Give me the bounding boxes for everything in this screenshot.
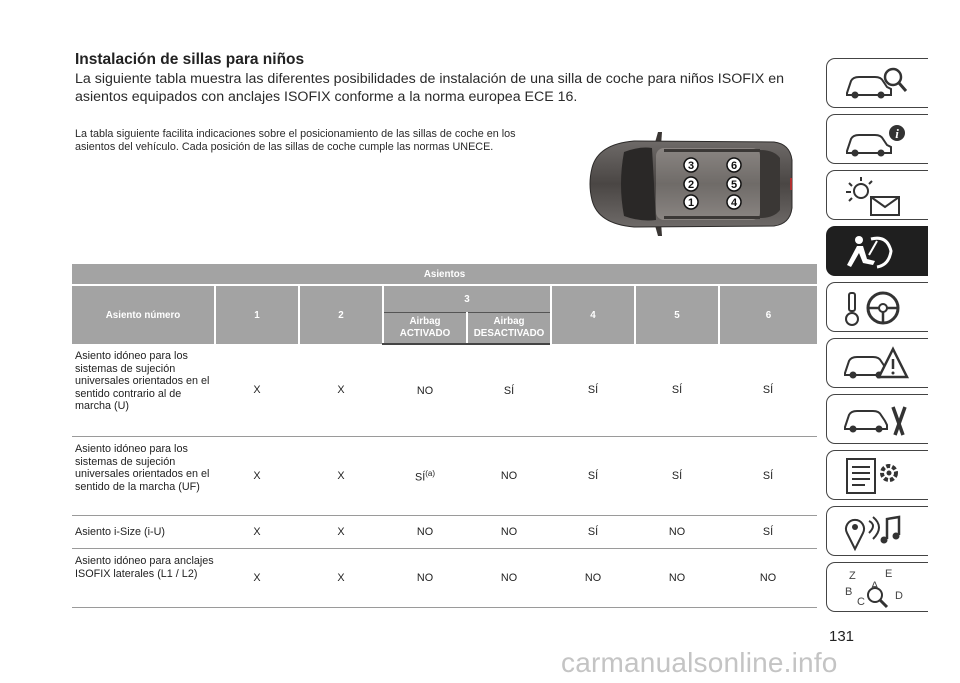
seat-5-header: 5 — [635, 285, 719, 344]
table-cell: NO — [467, 437, 551, 516]
table-cell: X — [215, 344, 299, 437]
svg-text:A: A — [871, 580, 879, 592]
car-warning-icon — [841, 343, 911, 385]
tab-car-search[interactable] — [826, 58, 928, 108]
table-cell: X — [299, 437, 383, 516]
tab-lights-message[interactable] — [826, 170, 928, 220]
seat-1-header: 1 — [215, 285, 299, 344]
tab-car-warning[interactable] — [826, 338, 928, 388]
media-nav-icon — [841, 511, 911, 553]
seat-airbag-icon — [841, 231, 911, 273]
row-description: Asiento i-Size (i-U) — [72, 516, 215, 549]
intro-paragraph: La siguiente tabla muestra las diferentes posibilidades de instalación de una silla de coche para niños ISOFIX en asientos equipados con anclajes ISOFIX conforme a la norma europea ECE 16. — [75, 71, 785, 105]
car-search-icon — [841, 63, 911, 105]
svg-text:6: 6 — [730, 160, 738, 172]
table-cell — [383, 437, 467, 516]
table-row — [72, 437, 817, 516]
table-cell: SÍ — [719, 516, 817, 549]
seat-number-header: Asiento número — [72, 285, 215, 344]
table-cell: SÍ — [719, 437, 817, 516]
tab-seat-airbag[interactable] — [826, 226, 928, 276]
table-cell: X — [215, 516, 299, 549]
key-steering-icon — [841, 287, 911, 329]
car-info-icon — [841, 119, 911, 161]
seat-marker-1 — [684, 195, 698, 209]
table-cell: X — [215, 549, 299, 608]
seat-marker-2 — [684, 177, 698, 191]
svg-text:Z: Z — [849, 570, 856, 582]
svg-text:B: B — [845, 586, 853, 598]
windshield — [621, 148, 656, 221]
svg-text:2: 2 — [687, 179, 695, 191]
tab-car-info[interactable] — [826, 114, 928, 164]
lights-message-icon — [841, 175, 911, 217]
airbag-on-header: Airbag ACTIVADO — [383, 313, 467, 345]
svg-text:E: E — [885, 568, 893, 580]
svg-text:4: 4 — [730, 197, 738, 209]
watermark[interactable]: carmanualsonline.info — [561, 647, 838, 678]
airbag-off-header: Airbag DESACTIVADO — [467, 313, 551, 345]
seat-2-header: 2 — [299, 285, 383, 344]
tab-data-gear[interactable] — [826, 450, 928, 500]
table-cell: NO — [551, 549, 635, 608]
seat-marker-6 — [727, 158, 741, 172]
car-roof — [656, 148, 760, 220]
table-cell: X — [299, 344, 383, 437]
svg-text:3: 3 — [687, 160, 695, 172]
page-number: 131 — [829, 628, 855, 645]
tab-media-nav[interactable] — [826, 506, 928, 556]
group-header: Asientos — [72, 264, 817, 285]
table-cell: NO — [719, 549, 817, 608]
table-cell: SÍ — [635, 344, 719, 437]
table-cell: NO — [467, 549, 551, 608]
table-cell: NO — [467, 516, 551, 549]
table-cell: NO — [635, 516, 719, 549]
data-gear-icon — [841, 455, 911, 497]
isofix-table — [72, 264, 817, 608]
seat-6-header: 6 — [719, 285, 817, 344]
table-row — [72, 516, 817, 549]
table-cell: X — [299, 549, 383, 608]
row-description: Asiento idóneo para anclajes ISOFIX laterales (L1 / L2) — [72, 549, 215, 608]
seat-4-header: 4 — [551, 285, 635, 344]
alphabet-index-icon — [841, 567, 911, 609]
note-paragraph: La tabla siguiente facilita indicaciones sobre el posicionamiento de las sillas de coche en los asientos del vehículo. Cada posición de las sillas de coche cumple las normas UNECE. — [75, 128, 516, 153]
car-tools-icon — [841, 399, 911, 441]
svg-text:i: i — [895, 126, 899, 141]
table-cell: X — [299, 516, 383, 549]
seat-marker-4 — [727, 195, 741, 209]
row-description: Asiento idóneo para los sistemas de sujeción universales orientados en el sentido de la marcha (UF) — [72, 437, 215, 516]
table-cell: NO — [383, 549, 467, 608]
svg-text:1: 1 — [687, 197, 695, 209]
table-row — [72, 549, 817, 608]
rear-window — [760, 150, 780, 218]
row-description: Asiento idóneo para los sistemas de sujeción universales orientados en el sentido contrario al de marcha (U) — [72, 344, 215, 437]
tab-alphabet-index[interactable] — [826, 562, 928, 612]
table-cell: SÍ — [551, 437, 635, 516]
footnote-marker: (a) — [425, 468, 435, 478]
table-row — [72, 344, 817, 437]
table-cell: SÍ — [551, 516, 635, 549]
seat-marker-3 — [684, 158, 698, 172]
table-cell: SÍ — [635, 437, 719, 516]
tab-key-steering[interactable] — [826, 282, 928, 332]
cell-value: SÍ — [415, 471, 426, 484]
seat-3-header: 3 — [383, 285, 551, 313]
page-heading: Instalación de sillas para niños — [75, 51, 305, 68]
tab-car-tools[interactable] — [826, 394, 928, 444]
table-cell: SÍ — [551, 344, 635, 437]
table-cell: NO — [383, 344, 467, 437]
svg-text:C: C — [857, 596, 865, 608]
svg-text:D: D — [895, 590, 903, 602]
svg-text:5: 5 — [730, 179, 738, 191]
seat-marker-5 — [727, 177, 741, 191]
table-cell: SÍ — [719, 344, 817, 437]
table-cell: SÍ — [467, 344, 551, 437]
car-seat-diagram — [584, 128, 798, 240]
table-cell: NO — [635, 549, 719, 608]
table-cell: X — [215, 437, 299, 516]
table-cell: NO — [383, 516, 467, 549]
